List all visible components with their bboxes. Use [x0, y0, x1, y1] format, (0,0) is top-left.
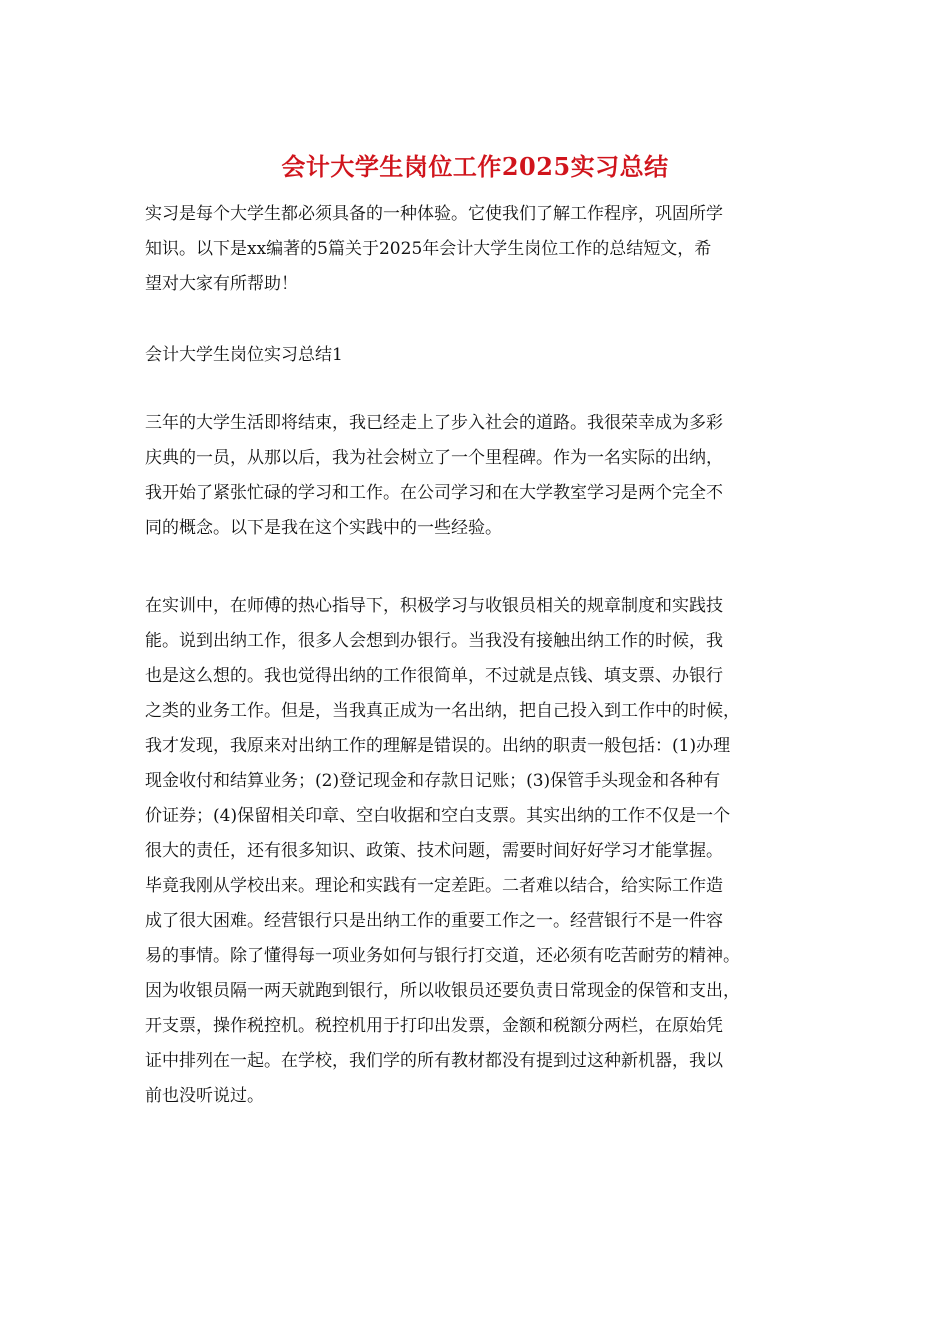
- text-line: 在实训中，在师傅的热心指导下，积极学习与收银员相关的规章制度和实践技: [145, 596, 723, 616]
- section-heading: [145, 338, 810, 373]
- text-line: 毕竟我刚从学校出来。理论和实践有一定差距。二者难以结合，给实际工作造: [145, 876, 723, 896]
- section-heading-text: 会计大学生岗位实习总结1: [145, 345, 343, 365]
- text-line: 我开始了紧张忙碌的学习和工作。在公司学习和在大学教室学习是两个完全不: [145, 483, 723, 503]
- text-line: 现金收付和结算业务；(2)登记现金和存款日记账；(3)保管手头现金和各种有: [145, 771, 721, 791]
- intro-paragraph: [145, 197, 810, 302]
- text-line: 能。说到出纳工作，很多人会想到办银行。当我没有接触出纳工作的时候，我: [145, 631, 723, 651]
- text-line: 庆典的一员，从那以后，我为社会树立了一个里程碑。作为一名实际的出纳，: [145, 448, 723, 468]
- text-line: 因为收银员隔一两天就跑到银行，所以收银员还要负责日常现金的保管和支出，: [145, 981, 740, 1001]
- text-line: 开支票，操作税控机。税控机用于打印出发票，金额和税额分两栏，在原始凭: [145, 1016, 723, 1036]
- text-line: 之类的业务工作。但是，当我真正成为一名出纳，把自己投入到工作中的时候，: [145, 701, 740, 721]
- text-line: 成了很大困难。经营银行只是出纳工作的重要工作之一。经营银行不是一件容: [145, 911, 723, 931]
- text-line: 很大的责任，还有很多知识、政策、技术问题，需要时间好好学习才能掌握。: [145, 841, 723, 861]
- body-paragraph-1: [145, 406, 810, 546]
- text-line: 证中排列在一起。在学校，我们学的所有教材都没有提到过这种新机器，我以: [145, 1051, 723, 1071]
- body-paragraph-2: [145, 589, 810, 1114]
- text-line: 我才发现，我原来对出纳工作的理解是错误的。出纳的职责一般包括：(1)办理: [145, 736, 731, 756]
- text-line: 三年的大学生活即将结束，我已经走上了步入社会的道路。我很荣幸成为多彩: [145, 413, 723, 433]
- text-line: 前也没听说过。: [145, 1086, 264, 1106]
- text-line: 同的概念。以下是我在这个实践中的一些经验。: [145, 518, 502, 538]
- text-line: 易的事情。除了懂得每一项业务如何与银行打交道，还必须有吃苦耐劳的精神。: [145, 946, 740, 966]
- document-title: 会计大学生岗位工作2025实习总结: [281, 152, 669, 181]
- text-line: 知识。以下是xx编著的5篇关于2025年会计大学生岗位工作的总结短文，希: [145, 239, 712, 259]
- text-line: 实习是每个大学生都必须具备的一种体验。它使我们了解工作程序，巩固所学: [145, 204, 723, 224]
- text-line: 也是这么想的。我也觉得出纳的工作很简单，不过就是点钱、填支票、办银行: [145, 666, 723, 686]
- text-line: 望对大家有所帮助！: [145, 274, 298, 294]
- text-line: 价证券；(4)保留相关印章、空白收据和空白支票。其实出纳的工作不仅是一个: [145, 806, 731, 826]
